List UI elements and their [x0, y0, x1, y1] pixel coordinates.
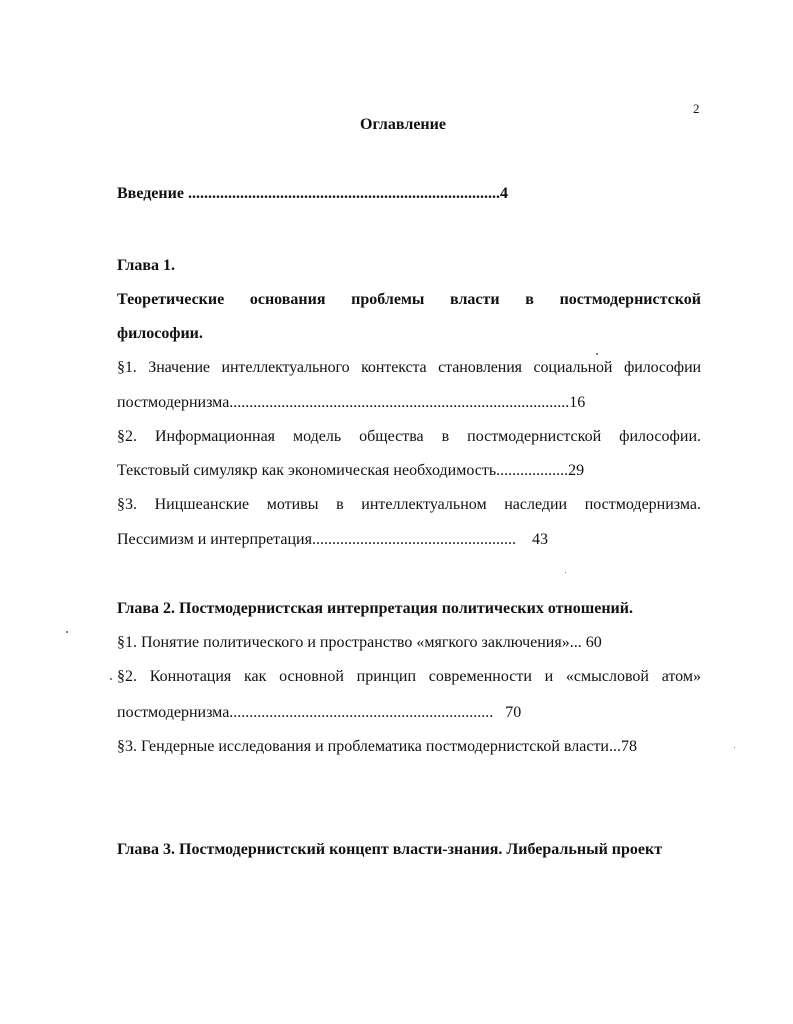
toc-heading: Оглавление	[360, 116, 446, 133]
chapter1-title-line2[interactable]: философии.	[117, 325, 203, 342]
toc-entry-ch1-s3-line2[interactable]: Пессимизм и интерпретация................................................... 43	[117, 531, 548, 548]
chapter2-title[interactable]: Глава 2. Постмодернистская интерпретация политических отношений.	[117, 600, 633, 617]
toc-entry-ch1-s3-line1[interactable]: §3. Ницшеанские мотивы в интеллектуальном наследии постмодернизма.	[117, 496, 701, 513]
toc-entry-ch2-s3[interactable]: §3. Гендерные исследования и проблематика постмодернистской власти...78	[117, 738, 637, 755]
page-number: 2	[693, 101, 700, 116]
scan-speck	[565, 572, 566, 573]
chapter1-label: Глава 1.	[117, 257, 175, 274]
chapter1-title-line1[interactable]: Теоретические основания проблемы власти в постмодернистской	[117, 291, 701, 308]
toc-entry-ch1-s2-line2[interactable]: Текстовый симулякр как экономическая необходимость..................29	[117, 462, 585, 479]
toc-entry-ch1-s1-line2[interactable]: постмодернизма.....................................................................................16	[117, 394, 586, 411]
toc-entry-ch2-s1[interactable]: §1. Понятие политического и пространство «мягкого заключения»... 60	[117, 634, 602, 651]
scan-speck	[110, 678, 112, 680]
toc-entry-ch1-s1-line1[interactable]: §1. Значение интеллектуального контекста становления социальной философии	[117, 359, 701, 376]
scan-speck	[66, 631, 68, 633]
chapter3-title[interactable]: Глава 3. Постмодернистский концепт власти-знания. Либеральный проект	[117, 841, 663, 858]
toc-entry-ch2-s2-line1[interactable]: §2. Коннотация как основной принцип современности и «смысловой атом»	[117, 668, 701, 685]
toc-entry-introduction[interactable]: Введение ..............................................................................4	[117, 185, 508, 202]
scan-speck	[734, 747, 735, 748]
scan-speck	[596, 353, 598, 355]
toc-entry-ch2-s2-line2[interactable]: постмодернизма.................................................................. 70	[117, 704, 522, 721]
toc-entry-ch1-s2-line1[interactable]: §2. Информационная модель общества в постмодернистской философии.	[117, 428, 701, 445]
